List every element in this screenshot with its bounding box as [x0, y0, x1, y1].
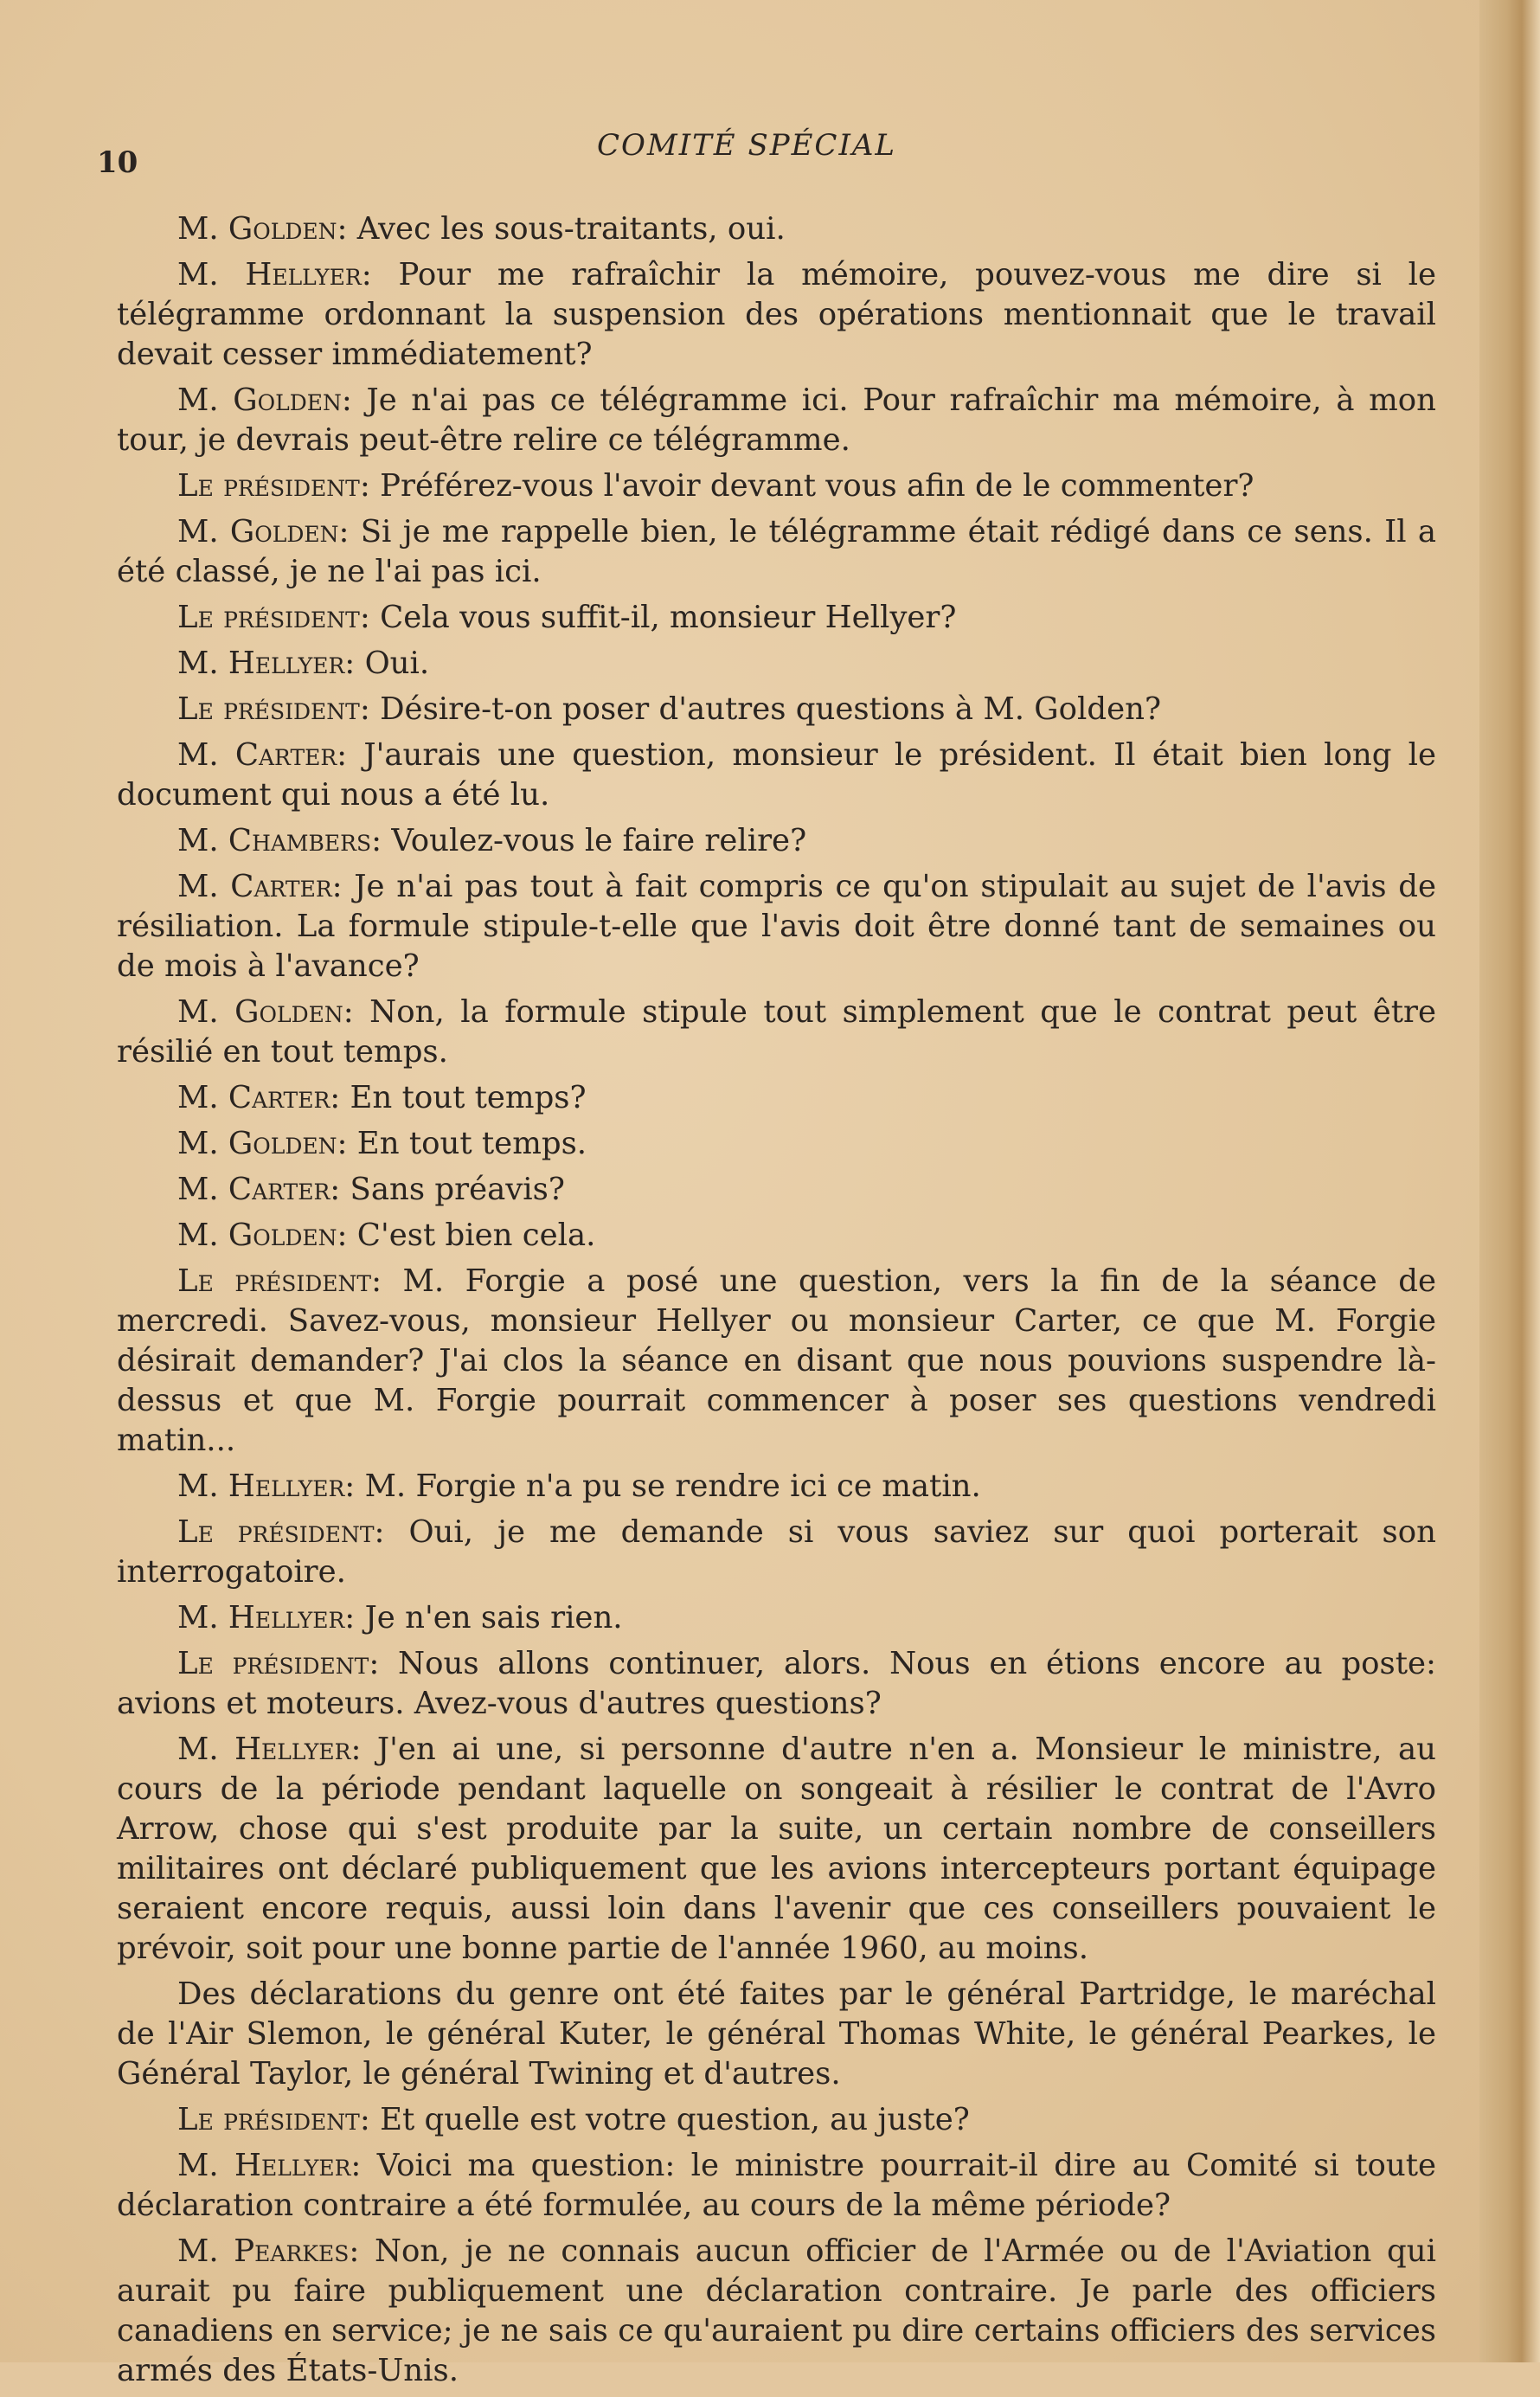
transcript-paragraph: [117, 598, 1436, 638]
paragraph-text: Voici ma question: le ministre pourrait-il dire au Comité si toute déclaration contraire a été formulée, au cours de la même période?: [117, 2148, 1436, 2223]
transcript-paragraph: [117, 867, 1436, 986]
transcript-paragraph: [117, 381, 1436, 460]
paragraph-text: Non, la formule stipule tout simplement que le contrat peut être résilié en tout temps.: [117, 994, 1436, 1070]
paragraph-text: J'en ai une, si personne d'autre n'en a. Monsieur le ministre, au cours de la période pendant laquelle on songeait à résilier le contrat de l'Avro Arrow, chose qui s'est produite par la suite, un certain nombre de conseillers militaires ont déclaré publiquement que les avions intercepteurs portant équipage seraient encore requis, aussi loin dans l'avenir que ces conseillers pouvaient le prévoir, soit pour une bonne partie de l'année 1960, au moins.: [117, 1732, 1436, 1966]
transcript-paragraph: [117, 512, 1436, 592]
speaker-name: M. Hellyer:: [177, 1468, 356, 1504]
speaker-name: M. Carter:: [177, 1172, 341, 1207]
transcript-paragraph: [117, 736, 1436, 815]
transcript-paragraph: [117, 2146, 1436, 2226]
speaker-name: Le président:: [177, 1263, 382, 1299]
speaker-name: M. Pearkes:: [177, 2233, 360, 2269]
speaker-name: M. Hellyer:: [177, 1600, 356, 1635]
speaker-name: M. Golden:: [177, 1218, 348, 1253]
paragraph-text: Nous allons continuer, alors. Nous en étions encore au poste: avions et moteurs. Avez-vous d'autres questions?: [117, 1646, 1436, 1721]
transcript-paragraph: [117, 209, 1436, 249]
speaker-name: M. Hellyer:: [177, 257, 372, 292]
transcript-paragraph: [117, 821, 1436, 861]
transcript-paragraph: [117, 644, 1436, 684]
transcript-paragraph: [117, 1598, 1436, 1638]
transcript-paragraph: [117, 690, 1436, 729]
paragraph-text: M. Forgie a posé une question, vers la fin de la séance de mercredi. Savez-vous, monsieur Hellyer ou monsieur Carter, ce que M. Forgie désirait demander? J'ai clos la séance en disant que nous pouvions suspendre là-dessus et que M. Forgie pourrait commencer à poser ses questions vendredi matin...: [117, 1263, 1436, 1458]
speaker-name: M. Golden:: [177, 382, 352, 418]
transcript-paragraph: [117, 1170, 1436, 1210]
paragraph-text: Je n'ai pas tout à fait compris ce qu'on stipulait au sujet de l'avis de résiliation. La formule stipule-t-elle que l'avis doit être donné tant de semaines ou de mois à l'avance?: [117, 869, 1436, 984]
paragraph-text: M. Forgie n'a pu se rendre ici ce matin.: [355, 1468, 981, 1504]
paragraph-text: C'est bien cela.: [347, 1218, 596, 1253]
speaker-name: M. Golden:: [177, 211, 348, 247]
paragraph-text: Cela vous suffit-il, monsieur Hellyer?: [369, 600, 957, 635]
transcript-paragraph: [117, 1262, 1436, 1461]
speaker-name: M. Hellyer:: [177, 646, 356, 681]
transcript-paragraph: [117, 2232, 1436, 2391]
paragraph-text: J'aurais une question, monsieur le président. Il était bien long le document qui nous a été lu.: [117, 737, 1436, 813]
transcript-paragraph: [117, 255, 1436, 375]
paragraph-text: Je n'ai pas ce télégramme ici. Pour rafraîchir ma mémoire, à mon tour, je devrais peut-être relire ce télégramme.: [117, 382, 1436, 458]
speaker-name: M. Carter:: [177, 737, 348, 773]
speaker-name: M. Chambers:: [177, 823, 382, 858]
speaker-name: M. Golden:: [177, 514, 350, 549]
speaker-name: M. Golden:: [177, 1126, 348, 1161]
paragraph-text: Des déclarations du genre ont été faites par le général Partridge, le maréchal de l'Air Slemon, le général Kuter, le général Thomas White, le général Pearkes, le Général Taylor, le général Twining et d'autres.: [117, 1976, 1436, 2092]
transcript-paragraph: [117, 1216, 1436, 1256]
paragraph-text: En tout temps?: [340, 1080, 587, 1115]
transcript-body: [117, 209, 1436, 2397]
speaker-name: M. Hellyer:: [177, 2148, 362, 2183]
speaker-name: M. Golden:: [177, 994, 354, 1030]
paragraph-text: Désire-t-on poser d'autres questions à M. Golden?: [369, 691, 1161, 727]
speaker-name: Le président:: [177, 600, 370, 635]
speaker-name: M. Carter:: [177, 869, 343, 904]
speaker-name: Le président:: [177, 1646, 380, 1681]
page-number: 10: [97, 145, 138, 180]
paragraph-text: Voulez-vous le faire relire?: [382, 823, 807, 858]
transcript-paragraph: [117, 466, 1436, 506]
transcript-paragraph: [117, 2100, 1436, 2140]
transcript-paragraph: [117, 1644, 1436, 1724]
speaker-name: M. Carter:: [177, 1080, 341, 1115]
paragraph-text: En tout temps.: [347, 1126, 587, 1161]
speaker-name: Le président:: [177, 1514, 385, 1550]
paragraph-text: Non, je ne connais aucun officier de l'Armée ou de l'Aviation qui aurait pu faire publiquement une déclaration contraire. Je parle des officiers canadiens en service; je ne sais ce qu'auraient pu dire certains officiers des services armés des États-Unis.: [117, 2233, 1436, 2388]
speaker-name: Le président:: [177, 2102, 370, 2137]
paragraph-text: Avec les sous-traitants, oui.: [347, 211, 786, 247]
paragraph-text: Sans préavis?: [340, 1172, 565, 1207]
speaker-name: Le président:: [177, 468, 370, 504]
paragraph-text: Oui, je me demande si vous saviez sur quoi porterait son interrogatoire.: [117, 1514, 1436, 1590]
transcript-paragraph: [117, 1513, 1436, 1592]
speaker-name: Le président:: [177, 691, 370, 727]
paragraph-text: Et quelle est votre question, au juste?: [369, 2102, 970, 2137]
book-spine-shadow: [1479, 0, 1540, 2362]
paragraph-text: Préférez-vous l'avoir devant vous afin de le commenter?: [369, 468, 1254, 504]
transcript-paragraph: [117, 1467, 1436, 1507]
paragraph-text: Je n'en sais rien.: [355, 1600, 623, 1635]
paragraph-text: Pour me rafraîchir la mémoire, pouvez-vous me dire si le télégramme ordonnant la suspension des opérations mentionnait que le travail devait cesser immédiatement?: [117, 257, 1436, 372]
running-head: COMITÉ SPÉCIAL: [597, 128, 897, 163]
transcript-paragraph: [117, 1730, 1436, 1969]
transcript-paragraph: [117, 1124, 1436, 1164]
transcript-paragraph: [117, 1078, 1436, 1118]
transcript-paragraph: [117, 993, 1436, 1072]
speaker-name: M. Hellyer:: [177, 1732, 362, 1767]
transcript-paragraph: [117, 1975, 1436, 2094]
paragraph-text: Oui.: [355, 646, 430, 681]
paragraph-text: Si je me rappelle bien, le télégramme était rédigé dans ce sens. Il a été classé, je ne l'ai pas ici.: [117, 514, 1436, 589]
